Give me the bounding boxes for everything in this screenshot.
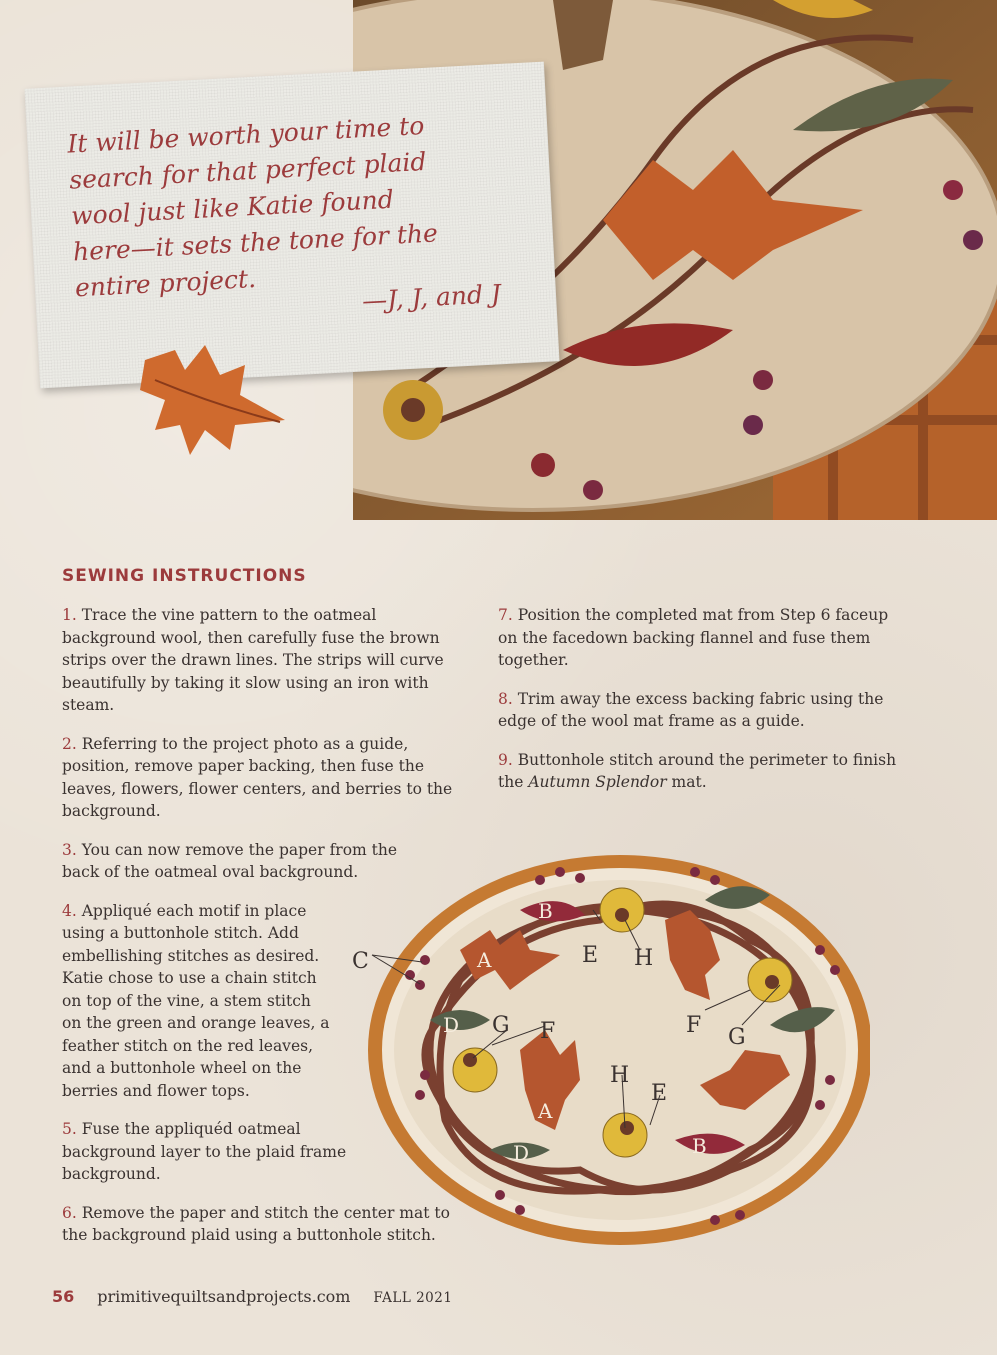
step-2: 2. Referring to the project photo as a guide, position, remove paper backing, then fuse the leaves, flowers, flower centers, and berries to the background.: [62, 734, 453, 820]
diagram-label-h: H: [634, 946, 654, 971]
quote-text: It will be worth your time to search for that perfect plaid wool just like Katie found here—it sets the tone for the entire project.: [66, 110, 439, 303]
diagram-label-f2: F: [686, 1013, 702, 1038]
diagram-label-b2: B: [692, 1134, 707, 1158]
diagram-label-e2: E: [651, 1081, 668, 1106]
step-8: 8. Trim away the excess backing fabric using the edge of the wool mat frame as a guide.: [498, 689, 884, 730]
step-7: 7. Position the completed mat from Step 6 faceup on the facedown backing flannel and fuse them together.: [498, 606, 889, 669]
diagram-label-h2: H: [610, 1063, 630, 1088]
step-4: 4. Appliqué each motif in place using a buttonhole stitch. Add embellishing stitches as desired. Katie chose to use a chain stitch on top of the vine, a stem stitch on the green and orange leaves, a feather stitch on the red leaves, and a buttonhole wheel on the berries and flower tops.: [62, 901, 330, 1100]
issue-label: FALL 2021: [373, 1290, 453, 1306]
diagram-label-a2: A: [538, 1099, 553, 1123]
quote-signature: —J, J, and J: [361, 279, 502, 316]
diagram-label-g2: G: [728, 1025, 746, 1050]
diagram-label-a: A: [477, 948, 492, 972]
step-6: 6. Remove the paper and stitch the center mat to the background plaid using a buttonhole stitch.: [62, 1203, 450, 1244]
website-link[interactable]: primitivequiltsandprojects.com: [97, 1287, 351, 1306]
diagram-label-e: E: [582, 943, 599, 968]
diagram-label-f: F: [540, 1019, 556, 1044]
oak-leaf-icon: [135, 330, 295, 460]
step-5: 5. Fuse the appliquéd oatmeal background layer to the plaid frame background.: [62, 1120, 347, 1183]
step-9: 9. Buttonhole stitch around the perimeter to finish the Autumn Splendor mat.: [498, 750, 897, 791]
step-1: 1. Trace the vine pattern to the oatmeal background wool, then carefully fuse the brown strips over the drawn lines. The strips will curve beautifully by taking it slow using an iron with steam.: [62, 606, 444, 714]
page-footer: [52, 1287, 452, 1306]
section-heading: SEWING INSTRUCTIONS: [62, 566, 307, 586]
instructions-right-column: [498, 604, 908, 810]
page-number: 56: [52, 1287, 75, 1306]
diagram-label-d2: D: [513, 1141, 530, 1165]
diagram-label-c: C: [352, 949, 369, 974]
step-3: 3. You can now remove the paper from the back of the oatmeal oval background.: [62, 840, 398, 881]
diagram-label-g: G: [492, 1013, 510, 1038]
diagram-label-d: D: [443, 1013, 460, 1037]
diagram-label-b: B: [538, 899, 553, 923]
placement-diagram: [350, 850, 870, 1250]
